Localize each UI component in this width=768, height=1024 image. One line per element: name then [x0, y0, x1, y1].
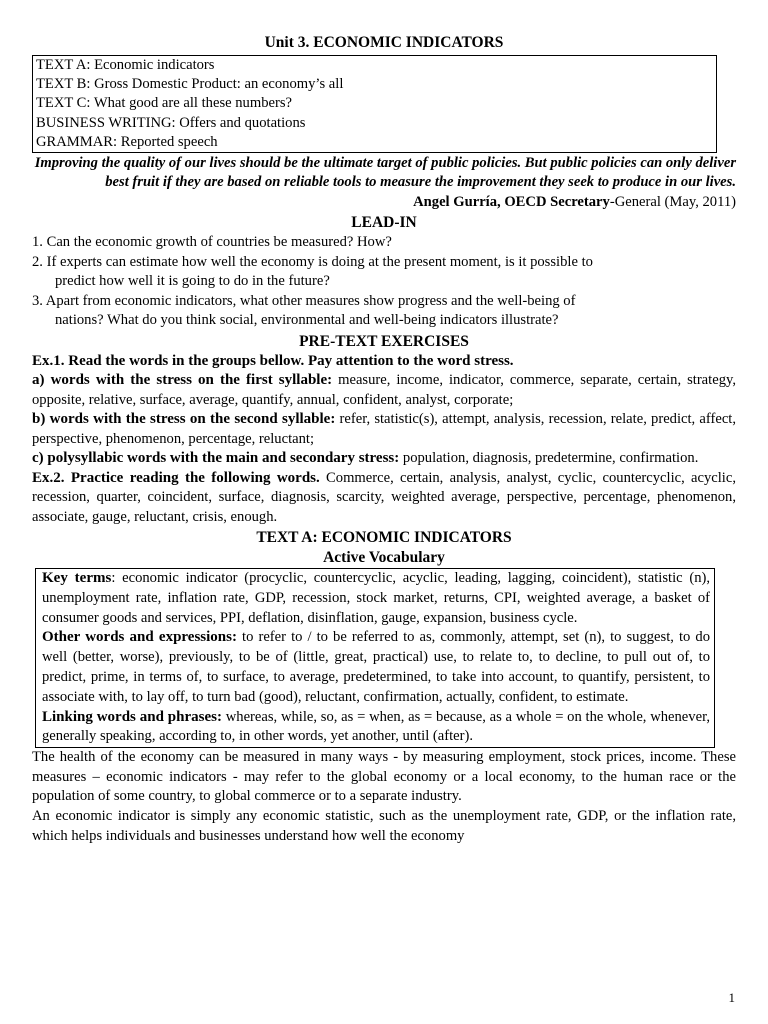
leadin-question-3-cont: nations? What do you think social, environmental and well-being indicators illustrate? [55, 312, 559, 329]
contents-item-text-c: TEXT C: What good are all these numbers? [36, 95, 292, 112]
contents-item-text-b: TEXT B: Gross Domestic Product: an economy’s all [36, 76, 344, 93]
vocabulary-box [35, 568, 715, 748]
unit-title: Unit 3. ECONOMIC INDICATORS [264, 34, 504, 51]
text-a-heading: TEXT A: ECONOMIC INDICATORS [256, 529, 512, 547]
exercise-1b-words: refer, statistic(s), attempt, analysis, recession, relate, predict, affect, perspective, phenomenon, percentage, reluctant; [32, 411, 736, 447]
body-paragraph-2: An economic indicator is simply any economic statistic, such as the unemployment rate, GDP, or the inflation rate, which helps individuals and businesses understand how well the economy [32, 807, 736, 844]
exercise-1a-label: a) words with the stress on the first syllable: [32, 372, 333, 389]
quote-author-name: Angel Gurría, OECD Secretary [413, 194, 610, 211]
epigraph-quote: Improving the quality of our lives should be the ultimate target of public policies. But public policies can only deliver best fruit if they are based on reliable tools to measure the improvement they seek to produce in our lives. [34, 155, 736, 191]
quote-author-rest: -General (May, 2011) [609, 194, 736, 211]
leadin-heading: LEAD-IN [351, 214, 417, 232]
pretext-heading: PRE-TEXT EXERCISES [299, 332, 469, 350]
exercise-1-title [32, 352, 736, 372]
exercise-1c-label: c) polysyllabic words with the main and secondary stress: [32, 450, 400, 467]
leadin-question-2 [32, 253, 736, 292]
leadin-question-2-cont: predict how well it is going to do in the future? [55, 273, 330, 290]
other-words-list: to refer to / to be referred to as, commonly, attempt, set (n), to suggest, to do well (better, worse), previously, to be of (little, great, practical) use, to relate to, to decline, to pull out of, to predict, prime, in terms of, to surface, to average, predetermined, to take into account, to quantify, persistent, to associate with, to lay off, to turn bad (good), reluctant, confirmation, actually, confident, to estimate. [42, 629, 710, 705]
contents-item-text-a: TEXT A: Economic indicators [36, 57, 215, 73]
key-terms-label: Key terms [42, 570, 112, 587]
other-words [42, 628, 710, 707]
leadin-question-2-text: 2. If experts can estimate how well the economy is doing at the present moment, is it possible to [32, 253, 593, 270]
exercise-1c [32, 449, 736, 469]
exercise-2-title: Ex.2. Practice reading the following words. [32, 469, 320, 486]
quote-attribution [32, 192, 736, 212]
exercise-2-words: Commerce, certain, analysis, analyst, cyclic, countercyclic, acyclic, recession, quarter, coincident, surface, diagnosis, scarcity, weighted average, perspective, percentage, phenomenon, associate, gauge, reluctant, crisis, enough. [32, 469, 736, 525]
exercise-1a [32, 371, 736, 410]
leadin-question-3 [32, 292, 736, 331]
linking-words-label: Linking words and phrases: [42, 708, 222, 725]
exercise-1-title-text: Ex.1. Read the words in the groups bellow. Pay attention to the word stress. [32, 352, 514, 369]
exercise-2 [32, 469, 736, 528]
exercise-1b-label: b) words with the stress on the second syllable: [32, 411, 336, 428]
active-vocabulary-heading: Active Vocabulary [323, 549, 445, 567]
contents-item-business-writing: BUSINESS WRITING: Offers and quotations [36, 114, 306, 131]
document-page [32, 33, 736, 846]
leadin-question-3-text: 3. Apart from economic indicators, what other measures show progress and the well-being of [32, 292, 576, 309]
contents-item-grammar: GRAMMAR: Reported speech [36, 133, 218, 150]
other-words-label: Other words and expressions: [42, 629, 237, 646]
linking-words-list: whereas, while, so, as = when, as = because, as a whole = on the whole, whenever, generally speaking, according to, in other words, yet another, until (after). [42, 708, 710, 745]
text-a-body [32, 748, 736, 846]
linking-words [42, 708, 710, 748]
leadin-question-1 [32, 233, 736, 253]
key-terms-list: : economic indicator (procyclic, countercyclic, acyclic, leading, lagging, coincident), statistic (n), unemployment rate, inflation rate, GDP, recession, stock market, returns, CPI, weighted average, a basket of consumer goods and services, PPI, deflation, disinflation, gauge, expansion, business cycle. [42, 570, 711, 626]
exercise-1a-words: measure, income, indicator, commerce, separate, certain, strategy, opposite, relative, surface, average, quantify, annual, confident, analyst, corporate; [32, 372, 736, 408]
page-number: 1 [728, 990, 735, 1005]
leadin-question-1-text: 1. Can the economic growth of countries be measured? How? [32, 234, 392, 251]
body-paragraph-1: The health of the economy can be measured in many ways - by measuring employment, stock prices, income. These measures – economic indicators - may refer to the global economy or a local economy, to the human race or the population of some country, to global commerce or to a separate industry. [32, 749, 736, 805]
key-terms [42, 569, 710, 628]
exercise-1b [32, 410, 736, 449]
exercise-1c-words: population, diagnosis, predetermine, confirmation. [399, 450, 699, 467]
contents-box [32, 55, 717, 153]
